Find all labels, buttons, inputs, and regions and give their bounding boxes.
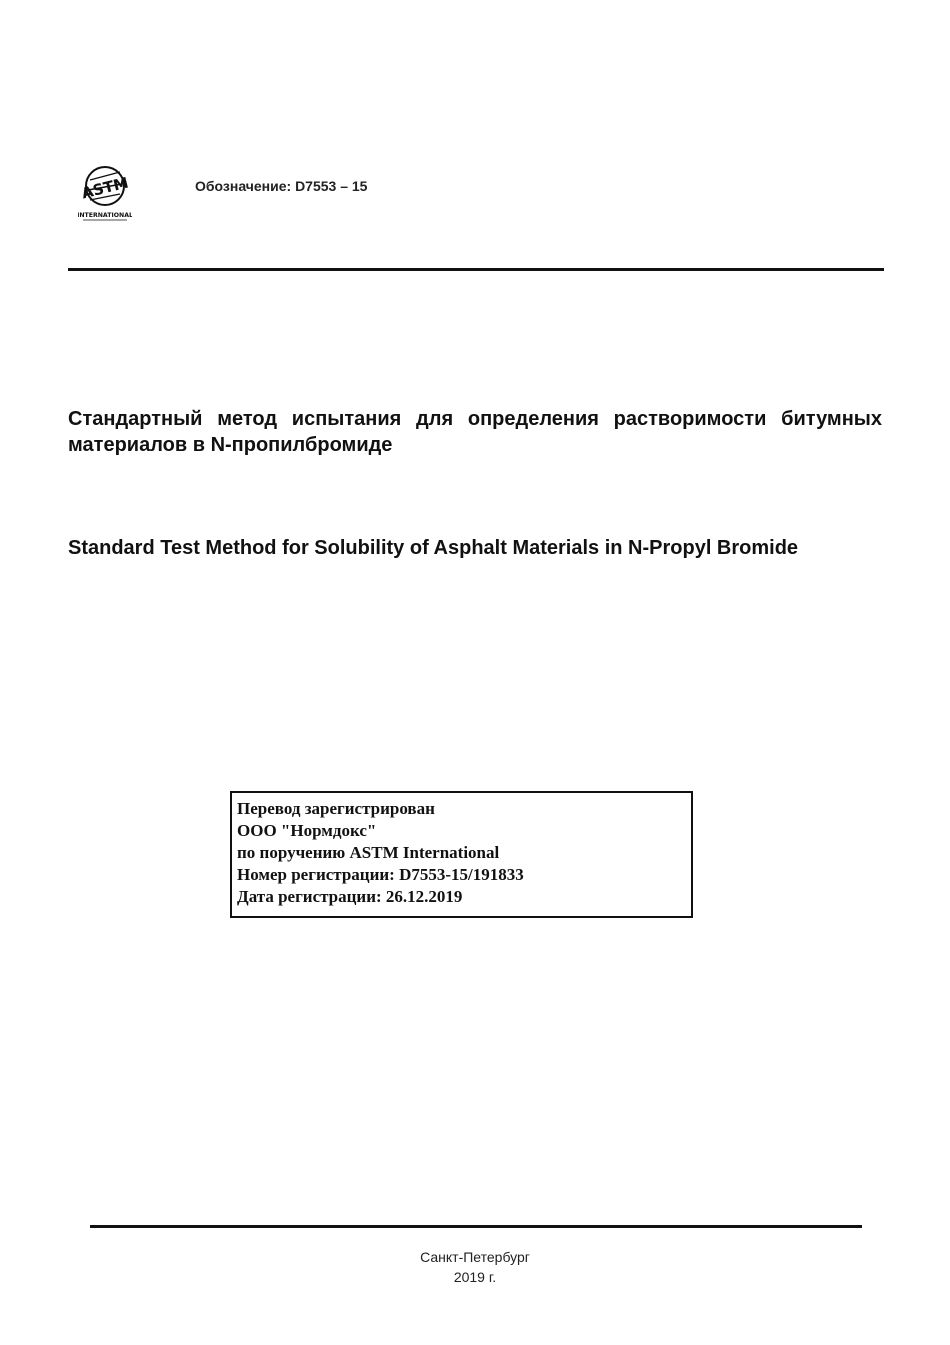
registration-line: Перевод зарегистрирован [237,799,435,818]
document-designation: Обозначение: D7553 – 15 [195,178,368,194]
registration-line: ООО "Нормдокс" [237,821,377,840]
registration-line: по поручению ASTM International [237,843,500,862]
registration-date: Дата регистрации: 26.12.2019 [237,887,463,906]
logo-international: INTERNATIONAL [78,212,132,219]
registration-number: Номер регистрации: D7553-15/191833 [237,865,524,884]
title-russian: Стандартный метод испытания для определения растворимости битумных материалов в N-пропилбромиде [68,408,882,456]
footer-divider [90,1225,862,1228]
logo-letters: ASTM [79,173,131,203]
footer-city: Санкт-Петербург [420,1249,530,1265]
header-divider [68,268,884,271]
registration-box [230,791,693,918]
title-english: Standard Test Method for Solubility of Asphalt Materials in N-Propyl Bromide [68,537,799,559]
footer-year: 2019 г. [453,1269,497,1285]
astm-logo [78,164,132,224]
